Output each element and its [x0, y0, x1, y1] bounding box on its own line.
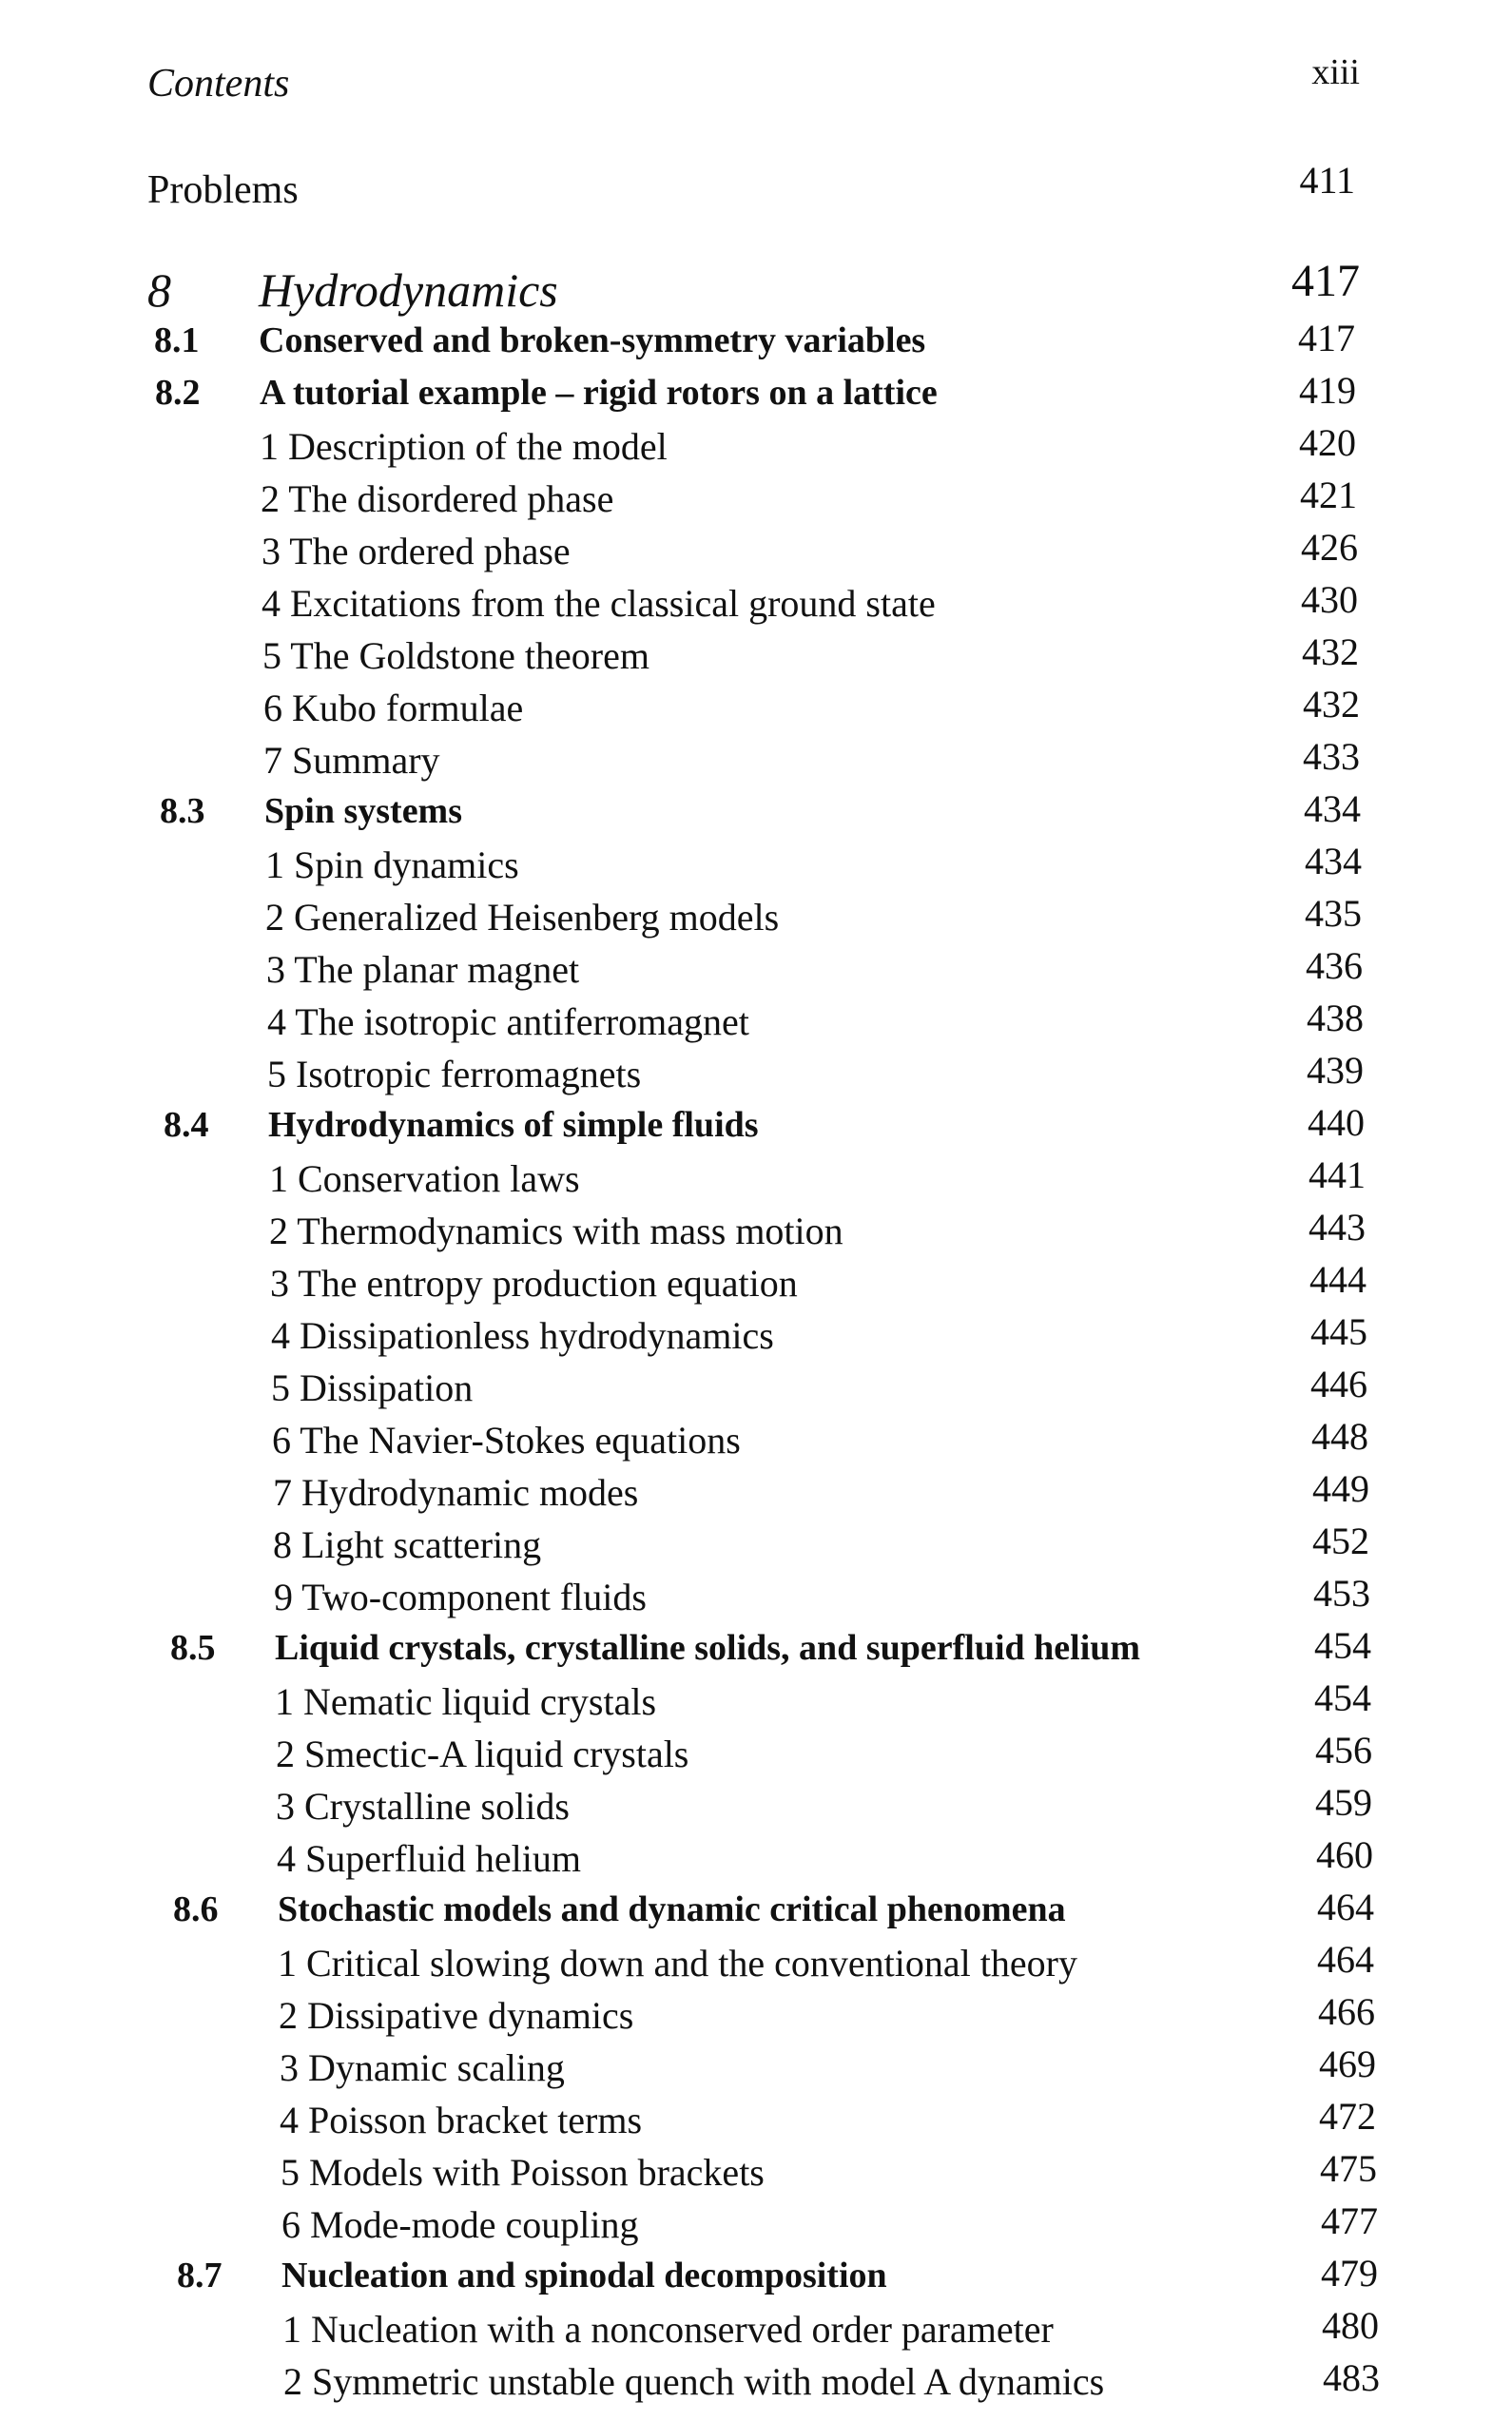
subsection-title: 4 The isotropic antiferromagnet: [267, 1000, 749, 1043]
subsection-title: 6 Mode-mode coupling: [281, 2203, 639, 2246]
entry-page-number: 432: [1302, 630, 1359, 673]
toc-subsection-row: [0, 2045, 1512, 2095]
subsection-title: 5 Isotropic ferromagnets: [267, 1053, 642, 1095]
toc-subsection-row: [0, 578, 1512, 630]
toc-subsection-row: [0, 1729, 1512, 1781]
section-title: Spin systems: [264, 791, 462, 831]
subsection-title: 9 Two-component fluids: [274, 1576, 647, 1618]
entry-page-number: 419: [1299, 369, 1356, 412]
toc-section-row: [0, 787, 1512, 840]
toc-subsection-row: [0, 999, 1512, 1049]
entry-page-number: 421: [1300, 474, 1357, 516]
section-number: 8.3: [160, 791, 205, 831]
toc-subsection-row: [0, 2304, 1512, 2356]
entry-page-number: 440: [1308, 1101, 1365, 1144]
entry-page-number: 475: [1320, 2147, 1377, 2190]
entry-page-number: 433: [1303, 735, 1360, 778]
subsection-title: 8 Light scattering: [273, 1523, 542, 1566]
entry-page-number: 472: [1319, 2095, 1376, 2138]
subsection-title: 1 Description of the model: [260, 425, 668, 468]
section-title: Conserved and broken-symmetry variables: [259, 320, 926, 360]
toc-subsection-row: [0, 526, 1512, 578]
subsection-title: 6 Kubo formulae: [263, 687, 524, 729]
section-number: 8.7: [177, 2256, 223, 2295]
entry-page-number: 446: [1310, 1363, 1367, 1405]
toc-subsection-row: [0, 1781, 1512, 1833]
toc-subsection-row: [0, 1415, 1512, 1467]
section-number: 8.2: [155, 373, 201, 413]
subsection-title: 1 Spin dynamics: [265, 843, 519, 886]
entry-page-number: 459: [1315, 1781, 1372, 1824]
entry-page-number: 448: [1311, 1415, 1368, 1458]
subsection-title: 2 The disordered phase: [261, 477, 614, 520]
subsection-title: 3 The entropy production equation: [270, 1262, 798, 1305]
entry-page-number: 443: [1308, 1206, 1366, 1249]
subsection-title: 1 Nucleation with a nonconserved order parameter: [282, 2308, 1054, 2351]
subsection-title: 5 The Goldstone theorem: [262, 634, 649, 677]
toc-subsection-row: [0, 1258, 1512, 1310]
toc-subsection-row: [0, 735, 1512, 787]
entry-page-number: 464: [1317, 1938, 1374, 1981]
entry-page-number: 469: [1319, 2043, 1376, 2085]
toc-subsection-row: [0, 1310, 1512, 1363]
toc-subsection-row: [0, 1833, 1512, 1886]
toc-subsection-row: [0, 2356, 1512, 2409]
entry-page-number: 460: [1316, 1833, 1373, 1876]
entry-page-number: 464: [1317, 1886, 1374, 1928]
chapter-page: 417: [1291, 256, 1360, 306]
entry-page-number: 430: [1301, 578, 1358, 621]
entry-page-number: 453: [1313, 1572, 1370, 1615]
section-title: Hydrodynamics of simple fluids: [268, 1105, 759, 1145]
toc-subsection-row: [0, 892, 1512, 944]
entry-page-number: 417: [1298, 317, 1355, 359]
entry-page-number: 426: [1301, 526, 1358, 569]
toc-subsection-row: [0, 1206, 1512, 1258]
section-number: 8.4: [164, 1105, 209, 1145]
toc-subsection-row: [0, 944, 1512, 997]
entry-page-number: 479: [1321, 2252, 1378, 2295]
subsection-title: 2 Smectic-A liquid crystals: [276, 1733, 689, 1775]
toc-section-row: [0, 369, 1512, 421]
subsection-title: 3 Dynamic scaling: [280, 2046, 565, 2089]
entry-page-number: 445: [1310, 1310, 1367, 1353]
section-title: A tutorial example – rigid rotors on a lattice: [260, 373, 938, 413]
entry-page-number: 452: [1312, 1520, 1369, 1562]
entry-page-number: 480: [1322, 2304, 1379, 2347]
toc-section-row: [0, 317, 1512, 369]
toc-subsection-row: [0, 2199, 1512, 2252]
subsection-title: 5 Models with Poisson brackets: [281, 2151, 765, 2194]
section-title: Stochastic models and dynamic critical phenomena: [278, 1889, 1066, 1929]
toc-section-row: [0, 1101, 1512, 1153]
subsection-title: 7 Hydrodynamic modes: [273, 1471, 639, 1514]
subsection-title: 2 Dissipative dynamics: [279, 1994, 634, 2037]
subsection-title: 4 Excitations from the classical ground state: [262, 582, 936, 625]
entry-page-number: 439: [1307, 1049, 1364, 1092]
entry-page-number: 432: [1303, 683, 1360, 726]
chapter-number: 8: [147, 263, 171, 317]
section-number: 8.6: [173, 1889, 219, 1929]
problems-entry-page: 411: [1299, 159, 1355, 202]
subsection-title: 3 The planar magnet: [266, 948, 580, 991]
page-number: xiii: [1311, 52, 1360, 92]
toc-subsection-row: [0, 2147, 1512, 2199]
subsection-title: 4 Poisson bracket terms: [280, 2099, 643, 2141]
entry-page-number: 483: [1323, 2356, 1380, 2399]
entry-page-number: 449: [1312, 1467, 1369, 1510]
subsection-title: 2 Generalized Heisenberg models: [265, 896, 780, 939]
toc-section-row: [0, 1624, 1512, 1676]
entry-page-number: 438: [1307, 997, 1364, 1039]
entry-page-number: 441: [1308, 1153, 1366, 1196]
subsection-title: 2 Thermodynamics with mass motion: [269, 1210, 843, 1252]
toc-subsection-row: [0, 1153, 1512, 1206]
toc-subsection-row: [0, 1522, 1512, 1572]
entry-page-number: 454: [1314, 1624, 1371, 1667]
subsection-title: 1 Nematic liquid crystals: [275, 1680, 657, 1723]
toc-subsection-row: [0, 1049, 1512, 1101]
entry-page-number: 435: [1305, 892, 1362, 935]
toc-subsection-row: [0, 683, 1512, 735]
toc-subsection-row: [0, 421, 1512, 474]
chapter-title: Hydrodynamics: [259, 263, 558, 317]
entry-page-number: 434: [1305, 840, 1362, 882]
toc-section-row: [0, 2252, 1512, 2304]
section-number: 8.5: [170, 1628, 216, 1668]
section-title: Liquid crystals, crystalline solids, and superfluid helium: [275, 1628, 1141, 1668]
toc-subsection-row: [0, 1676, 1512, 1729]
entry-page-number: 436: [1306, 944, 1363, 987]
entry-page-number: 466: [1318, 1990, 1375, 2033]
subsection-title: 6 The Navier-Stokes equations: [272, 1419, 741, 1462]
section-number: 8.1: [154, 320, 200, 360]
entry-page-number: 434: [1304, 787, 1361, 830]
entry-page-number: 444: [1309, 1258, 1367, 1301]
toc-subsection-row: [0, 1467, 1512, 1520]
subsection-title: 7 Summary: [263, 739, 440, 782]
entry-page-number: 454: [1314, 1676, 1371, 1719]
subsection-title: 5 Dissipation: [271, 1366, 474, 1409]
toc-subsection-row: [0, 2095, 1512, 2147]
subsection-title: 3 Crystalline solids: [276, 1785, 570, 1828]
entry-page-number: 420: [1299, 421, 1356, 464]
subsection-title: 2 Symmetric unstable quench with model A dynamics: [283, 2360, 1105, 2403]
toc-subsection-row: [0, 1938, 1512, 1990]
toc-subsection-row: [0, 840, 1512, 892]
toc-subsection-row: [0, 1572, 1512, 1624]
subsection-title: 4 Dissipationless hydrodynamics: [271, 1314, 774, 1357]
entry-page-number: 456: [1315, 1729, 1372, 1772]
subsection-title: 1 Conservation laws: [269, 1157, 580, 1200]
subsection-title: 4 Superfluid helium: [277, 1837, 581, 1880]
section-title: Nucleation and spinodal decomposition: [281, 2256, 887, 2295]
toc-subsection-row: [0, 1365, 1512, 1415]
toc-subsection-row: [0, 630, 1512, 683]
toc-section-row: [0, 1888, 1512, 1938]
subsection-title: 1 Critical slowing down and the conventional theory: [278, 1942, 1077, 1985]
toc-subsection-row: [0, 476, 1512, 526]
subsection-title: 3 The ordered phase: [262, 530, 571, 572]
problems-entry-label: Problems: [147, 168, 299, 212]
entry-page-number: 477: [1321, 2199, 1378, 2242]
running-header-title: Contents: [147, 62, 290, 106]
toc-subsection-row: [0, 1990, 1512, 2043]
